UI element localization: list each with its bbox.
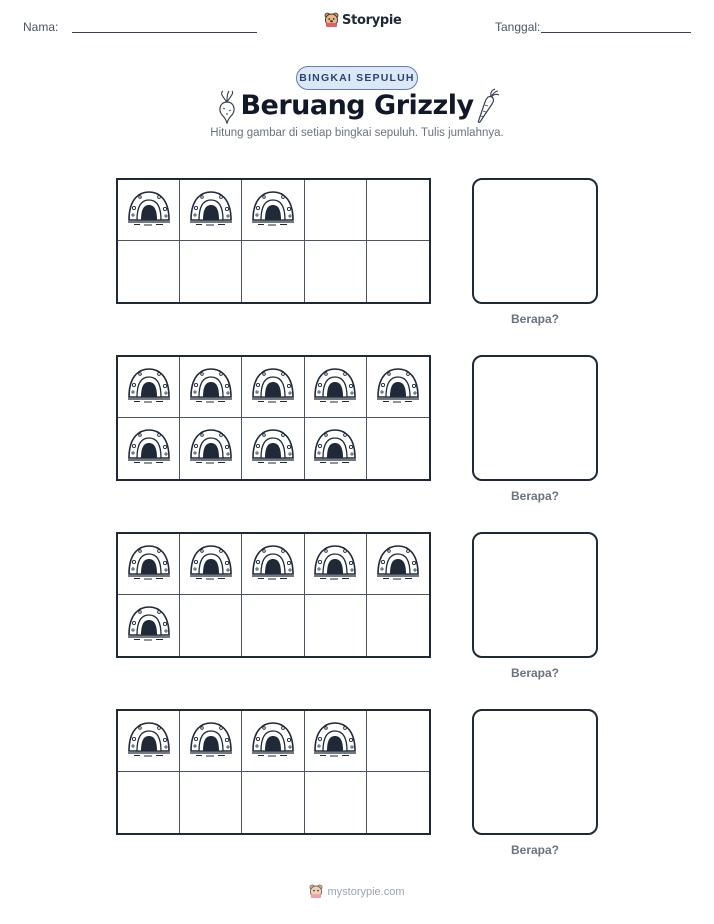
ten-frame-1	[116, 178, 431, 304]
name-label: Nama:	[23, 20, 59, 34]
frame-cell	[305, 711, 367, 772]
cave-icon	[188, 543, 234, 586]
frame-cell	[180, 180, 242, 241]
date-label: Tanggal:	[495, 20, 541, 34]
frame-cell	[242, 241, 304, 302]
cave-icon	[312, 543, 358, 586]
bear-icon	[324, 12, 339, 28]
frame-cell	[305, 418, 367, 479]
cave-icon	[250, 366, 296, 409]
frame-cell	[180, 418, 242, 479]
frame-cell	[242, 180, 304, 241]
answer-box-1[interactable]	[472, 178, 598, 304]
cave-icon	[312, 720, 358, 763]
frame-cell	[180, 595, 242, 656]
cave-icon	[312, 427, 358, 470]
frame-cell	[242, 418, 304, 479]
cave-icon	[126, 366, 172, 409]
cave-icon	[250, 720, 296, 763]
frame-cell	[118, 595, 180, 656]
frame-cell	[367, 418, 429, 479]
frame-cell	[367, 180, 429, 241]
date-line[interactable]	[541, 32, 691, 33]
footer-url[interactable]: mystorypie.com	[327, 885, 405, 898]
frame-cell	[118, 241, 180, 302]
answer-box-3[interactable]	[472, 532, 598, 658]
instructions: Hitung gambar di setiap bingkai sepuluh. Tulis jumlahnya.	[210, 127, 504, 139]
answer-label-2: Berapa?	[510, 489, 560, 503]
frame-cell	[242, 357, 304, 418]
cave-icon	[126, 604, 172, 647]
frame-cell	[305, 534, 367, 595]
frame-cell	[367, 241, 429, 302]
frame-cell	[305, 357, 367, 418]
cave-icon	[126, 720, 172, 763]
cave-icon	[126, 189, 172, 232]
answer-label-4: Berapa?	[510, 843, 560, 857]
cave-icon	[250, 427, 296, 470]
frame-cell	[180, 241, 242, 302]
page-title: Beruang Grizzly	[240, 90, 474, 121]
frame-cell	[118, 534, 180, 595]
frame-cell	[305, 772, 367, 833]
ten-frame-2	[116, 355, 431, 481]
answer-box-2[interactable]	[472, 355, 598, 481]
frame-cell	[180, 772, 242, 833]
name-line[interactable]	[72, 32, 257, 33]
frame-cell	[305, 241, 367, 302]
frame-cell	[180, 534, 242, 595]
frame-cell	[118, 772, 180, 833]
frame-cell	[242, 595, 304, 656]
cave-icon	[188, 720, 234, 763]
cave-icon	[126, 427, 172, 470]
frame-cell	[305, 180, 367, 241]
frame-cell	[367, 772, 429, 833]
answer-label-3: Berapa?	[510, 666, 560, 680]
frame-cell	[367, 595, 429, 656]
brand-logo	[324, 12, 402, 28]
cave-icon	[250, 543, 296, 586]
worksheet-badge: BINGKAI SEPULUH	[296, 66, 418, 90]
frame-cell	[242, 534, 304, 595]
frame-cell	[180, 357, 242, 418]
ten-frame-3	[116, 532, 431, 658]
footer	[0, 884, 714, 899]
cave-icon	[188, 189, 234, 232]
frame-cell	[180, 711, 242, 772]
cave-icon	[188, 427, 234, 470]
frame-cell	[118, 418, 180, 479]
cave-icon	[375, 366, 421, 409]
answer-box-4[interactable]	[472, 709, 598, 835]
brand-name: Storypie	[342, 12, 402, 28]
frame-cell	[367, 534, 429, 595]
frame-cell	[242, 711, 304, 772]
frame-cell	[242, 772, 304, 833]
frame-cell	[118, 357, 180, 418]
cave-icon	[126, 543, 172, 586]
carrot-icon	[474, 88, 500, 124]
cave-icon	[375, 543, 421, 586]
cave-icon	[250, 189, 296, 232]
cave-icon	[312, 366, 358, 409]
answer-label-1: Berapa?	[510, 312, 560, 326]
ten-frame-4	[116, 709, 431, 835]
frame-cell	[118, 711, 180, 772]
cave-icon	[188, 366, 234, 409]
frame-cell	[367, 357, 429, 418]
frame-cell	[367, 711, 429, 772]
bear-icon	[309, 884, 323, 899]
frame-cell	[118, 180, 180, 241]
frame-cell	[305, 595, 367, 656]
